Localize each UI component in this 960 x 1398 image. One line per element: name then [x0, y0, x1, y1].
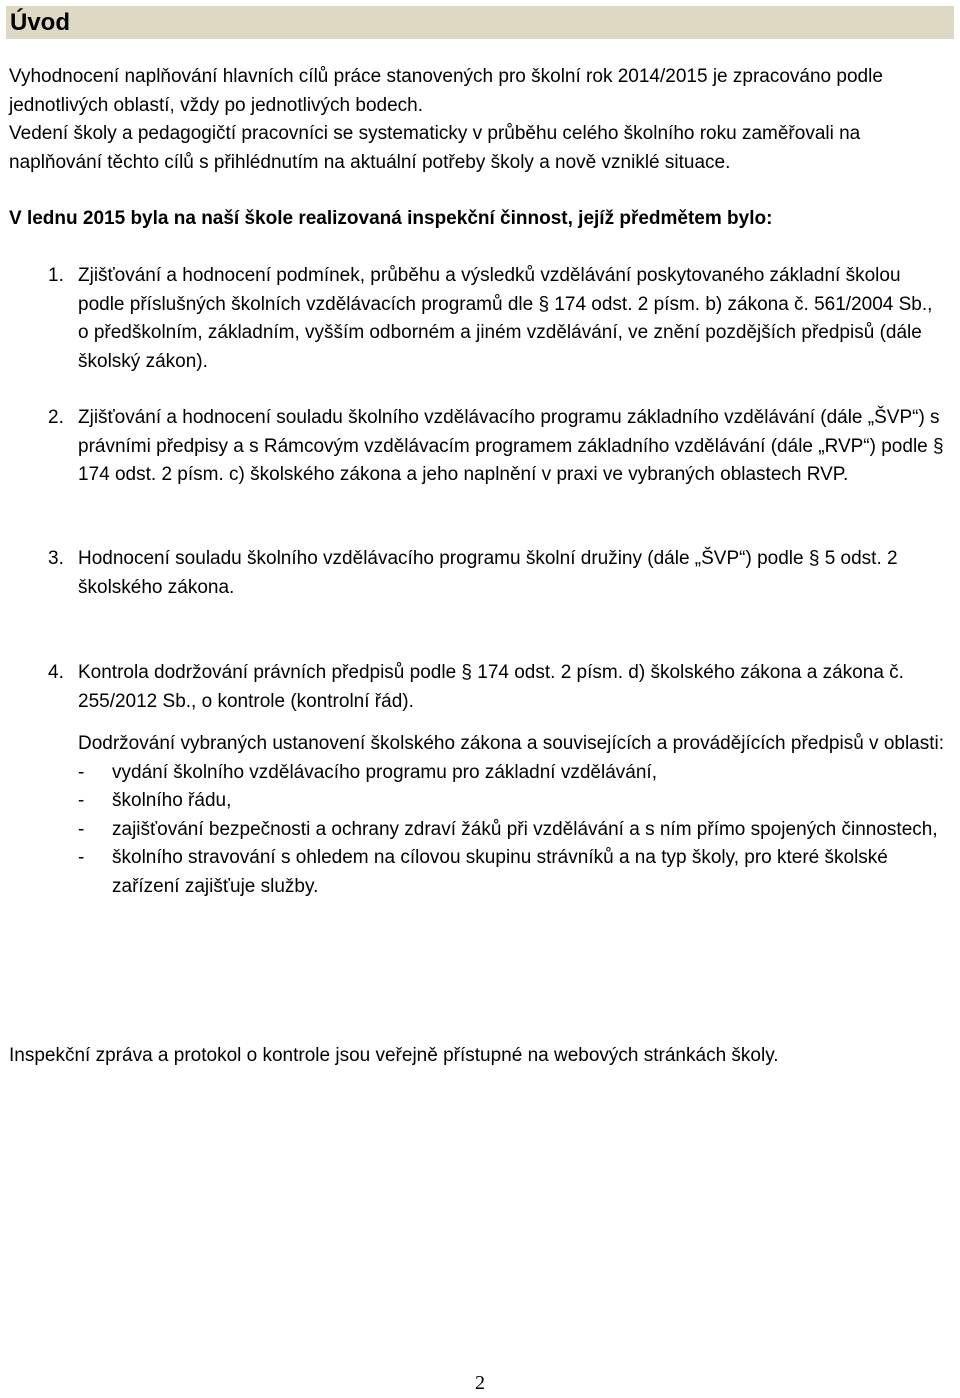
list-item-text: školního stravování s ohledem na cílovou skupinu strávníků a na typ školy, pro které školské zařízení zajišťuje služby. — [112, 847, 888, 897]
intro-paragraph-1: Vyhodnocení naplňování hlavních cílů práce stanovených pro školní rok 2014/2015 je zpracováno podle jednotlivých oblastí, vždy po jednotlivých bodech. — [9, 66, 883, 116]
inspection-item — [48, 262, 948, 376]
intro-text — [9, 63, 949, 177]
inspection-item — [48, 545, 948, 602]
item-text: Hodnocení souladu školního vzdělávacího programu školní družiny (dále „ŠVP“) podle § 5 odst. 2 školského zákona. — [78, 548, 898, 598]
item-number: 2. — [48, 407, 64, 428]
list-dash: - — [78, 847, 85, 868]
compliance-section — [78, 730, 950, 901]
list-dash: - — [78, 790, 85, 811]
item-text: Zjišťování a hodnocení podmínek, průběhu a výsledků vzdělávání poskytovaného základní školou podle příslušných školních vzdělávacích programů dle § 174 odst. 2 písm. b) zákona č. 561/2004 Sb., o předškolním, základním, vyšším odborném a jiném vzdělávání, ve znění pozdějších předpisů (dále školský zákon). — [78, 265, 933, 372]
list-item-text: školního řádu, — [112, 790, 232, 811]
page-number: 2 — [475, 1372, 485, 1394]
list-item-text: zajišťování bezpečnosti a ochrany zdraví žáků při vzdělávání a s ním přímo spojených činnostech, — [112, 818, 938, 840]
list-item — [78, 844, 950, 901]
section-heading-bar — [6, 6, 954, 39]
list-item-text: vydání školního vzdělávacího programu pro základní vzdělávání, — [112, 761, 657, 783]
intro-paragraph-2: Vedení školy a pedagogičtí pracovníci se systematicky v průběhu celého školního roku zaměřovali na naplňování těchto cílů s přihlédnutím na aktuální potřeby školy a nově vzniklé situace. — [9, 123, 861, 173]
inspection-item — [48, 404, 948, 490]
list-item — [78, 816, 950, 845]
item-text: Zjišťování a hodnocení souladu školního vzdělávacího programu základního vzdělávání (dále „ŠVP“) s právními předpisy a s Rámcovým vzdělávacím programem základního vzdělávání (dále „RVP“) podle § 174 odst. 2 písm. c) školského zákona a jeho naplnění v praxi ve vybraných oblastech RVP. — [78, 407, 944, 485]
compliance-intro: Dodržování vybraných ustanovení školského zákona a souvisejících a provádějících předpisů v oblasti: — [78, 733, 945, 754]
inspection-lead: V lednu 2015 byla na naší škole realizovaná inspekční činnost, jejíž předmětem bylo: — [9, 208, 773, 229]
list-dash: - — [78, 761, 85, 783]
list-dash: - — [78, 818, 85, 840]
compliance-list — [78, 759, 950, 902]
item-number: 3. — [48, 548, 64, 569]
item-number: 1. — [48, 265, 64, 286]
list-item — [78, 759, 950, 788]
closing-note: Inspekční zpráva a protokol o kontrole jsou veřejně přístupné na webových stránkách školy. — [9, 1045, 779, 1066]
item-text: Kontrola dodržování právních předpisů podle § 174 odst. 2 písm. d) školského zákona a zákona č. 255/2012 Sb., o kontrole (kontrolní řád). — [78, 662, 904, 712]
section-title: Úvod — [10, 9, 70, 36]
item-number: 4. — [48, 662, 64, 683]
list-item — [78, 787, 950, 816]
inspection-item — [48, 659, 948, 716]
